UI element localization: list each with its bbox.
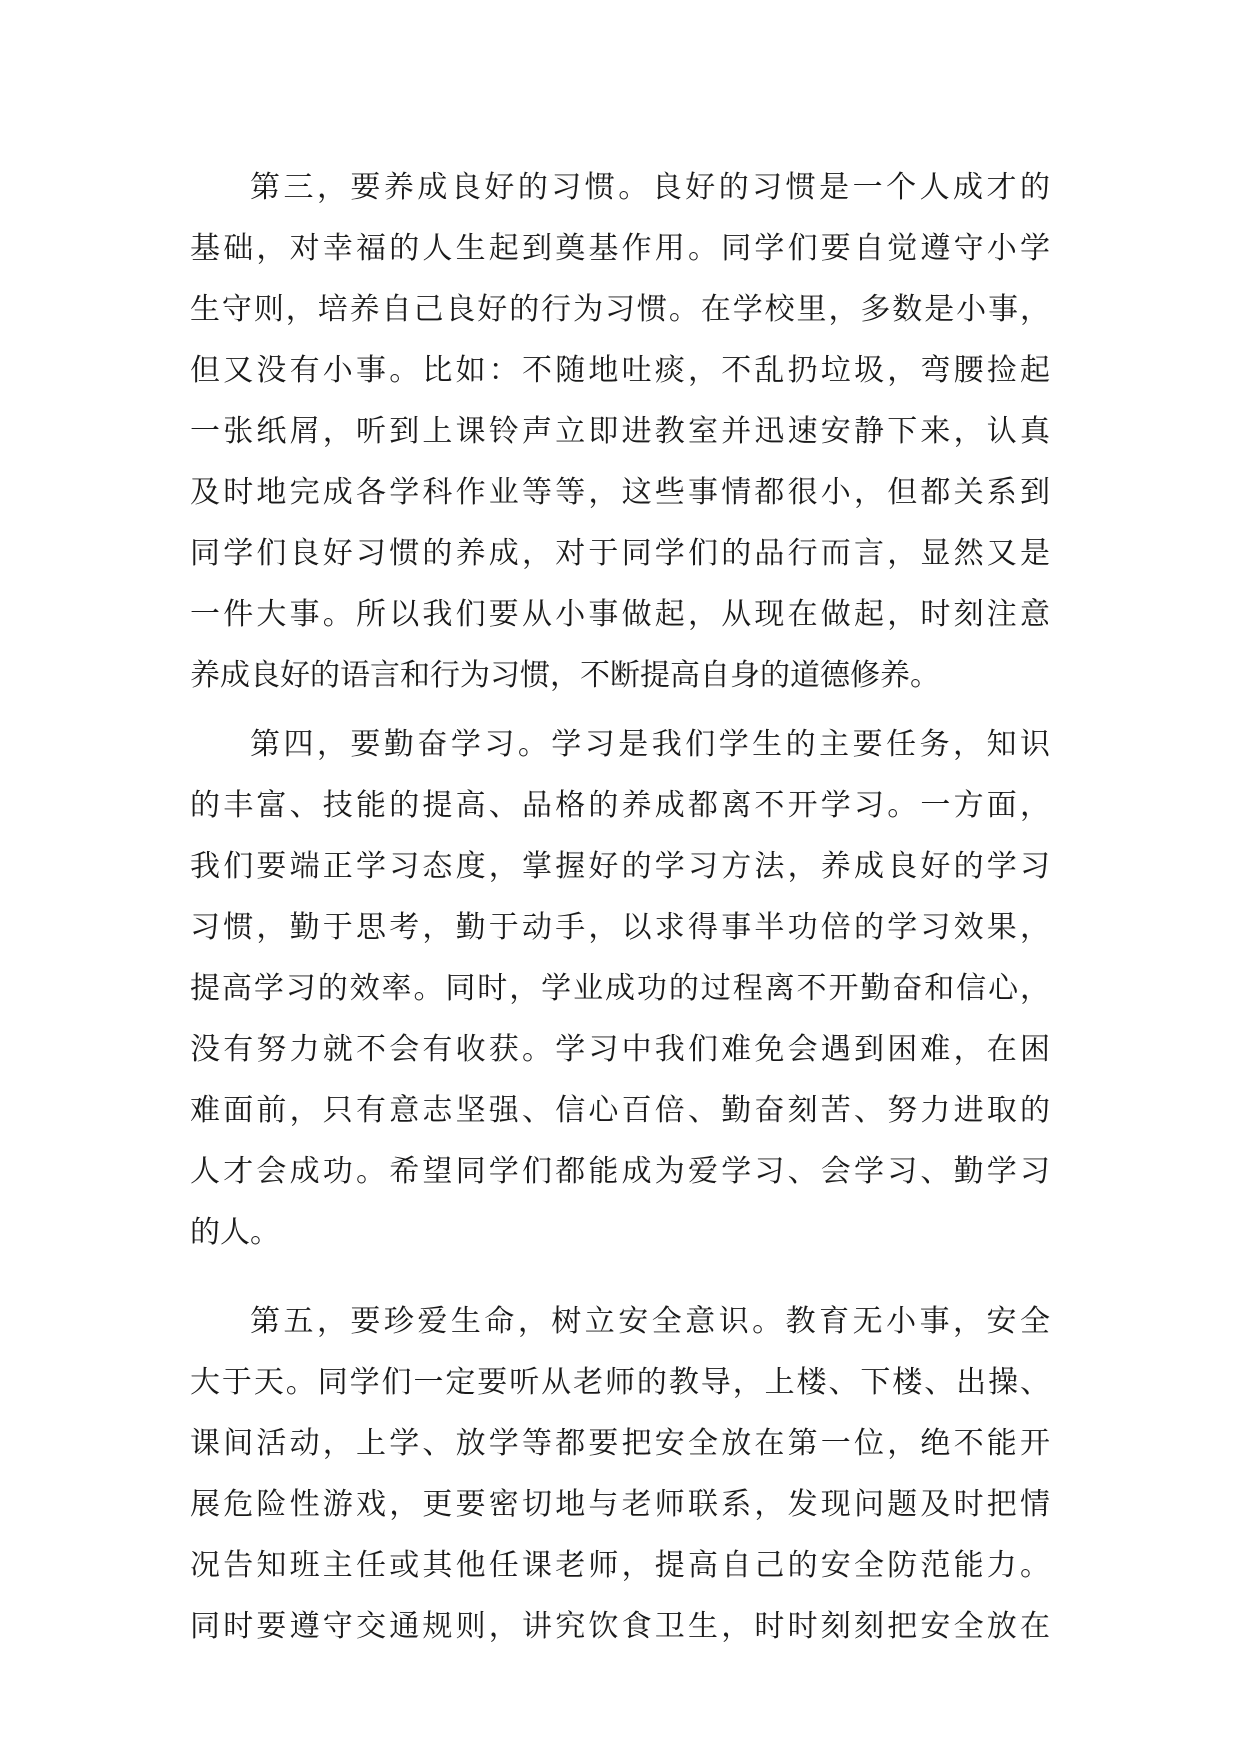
text-line: 大于天。同学们一定要听从老师的教导，上楼、下楼、出操、: [190, 1365, 1050, 1400]
text-line: 基础，对幸福的人生起到奠基作用。同学们要自觉遵守小学: [190, 231, 1050, 266]
text-line: 生守则，培养自己良好的行为习惯。在学校里，多数是小事，: [190, 292, 1050, 327]
paragraph-third: [190, 157, 1050, 706]
text-line: 同时要遵守交通规则，讲究饮食卫生，时时刻刻把安全放在: [190, 1609, 1050, 1644]
text-line: 同学们良好习惯的养成，对于同学们的品行而言，显然又是: [190, 536, 1050, 571]
text-line: 提高学习的效率。同时，学业成功的过程离不开勤奋和信心，: [190, 971, 1050, 1006]
text-line: 及时地完成各学科作业等等，这些事情都很小，但都关系到: [190, 475, 1050, 510]
paragraph-spacer: [190, 706, 1050, 714]
text-line: 养成良好的语言和行为习惯，不断提高自身的道德修养。: [190, 658, 940, 693]
text-line: 的人。: [190, 1215, 280, 1250]
text-line: 的丰富、技能的提高、品格的养成都离不开学习。一方面，: [190, 788, 1050, 823]
text-line: 展危险性游戏，更要密切地与老师联系，发现问题及时把情: [190, 1487, 1050, 1522]
text-line: 第三，要养成良好的习惯。良好的习惯是一个人成才的: [250, 170, 1050, 205]
paragraph-fourth: [190, 714, 1050, 1263]
text-line: 人才会成功。希望同学们都能成为爱学习、会学习、勤学习: [190, 1154, 1050, 1189]
text-line: 课间活动，上学、放学等都要把安全放在第一位，绝不能开: [190, 1426, 1050, 1461]
text-line: 一张纸屑，听到上课铃声立即进教室并迅速安静下来，认真: [190, 414, 1050, 449]
paragraph-spacer: [190, 1263, 1050, 1291]
text-line: 我们要端正学习态度，掌握好的学习方法，养成良好的学习: [190, 849, 1050, 884]
text-line: 一件大事。所以我们要从小事做起，从现在做起，时刻注意: [190, 597, 1050, 632]
document-body: [190, 157, 1050, 1657]
text-line: 第五，要珍爱生命，树立安全意识。教育无小事，安全: [250, 1304, 1050, 1339]
text-line: 但又没有小事。比如：不随地吐痰，不乱扔垃圾，弯腰捡起: [190, 353, 1050, 388]
text-line: 习惯，勤于思考，勤于动手，以求得事半功倍的学习效果，: [190, 910, 1050, 945]
paragraph-fifth: [190, 1291, 1050, 1657]
text-line: 第四，要勤奋学习。学习是我们学生的主要任务，知识: [250, 727, 1050, 762]
text-line: 难面前，只有意志坚强、信心百倍、勤奋刻苦、努力进取的: [190, 1093, 1050, 1128]
text-line: 没有努力就不会有收获。学习中我们难免会遇到困难，在困: [190, 1032, 1050, 1067]
text-line: 况告知班主任或其他任课老师，提高自己的安全防范能力。: [190, 1548, 1050, 1583]
